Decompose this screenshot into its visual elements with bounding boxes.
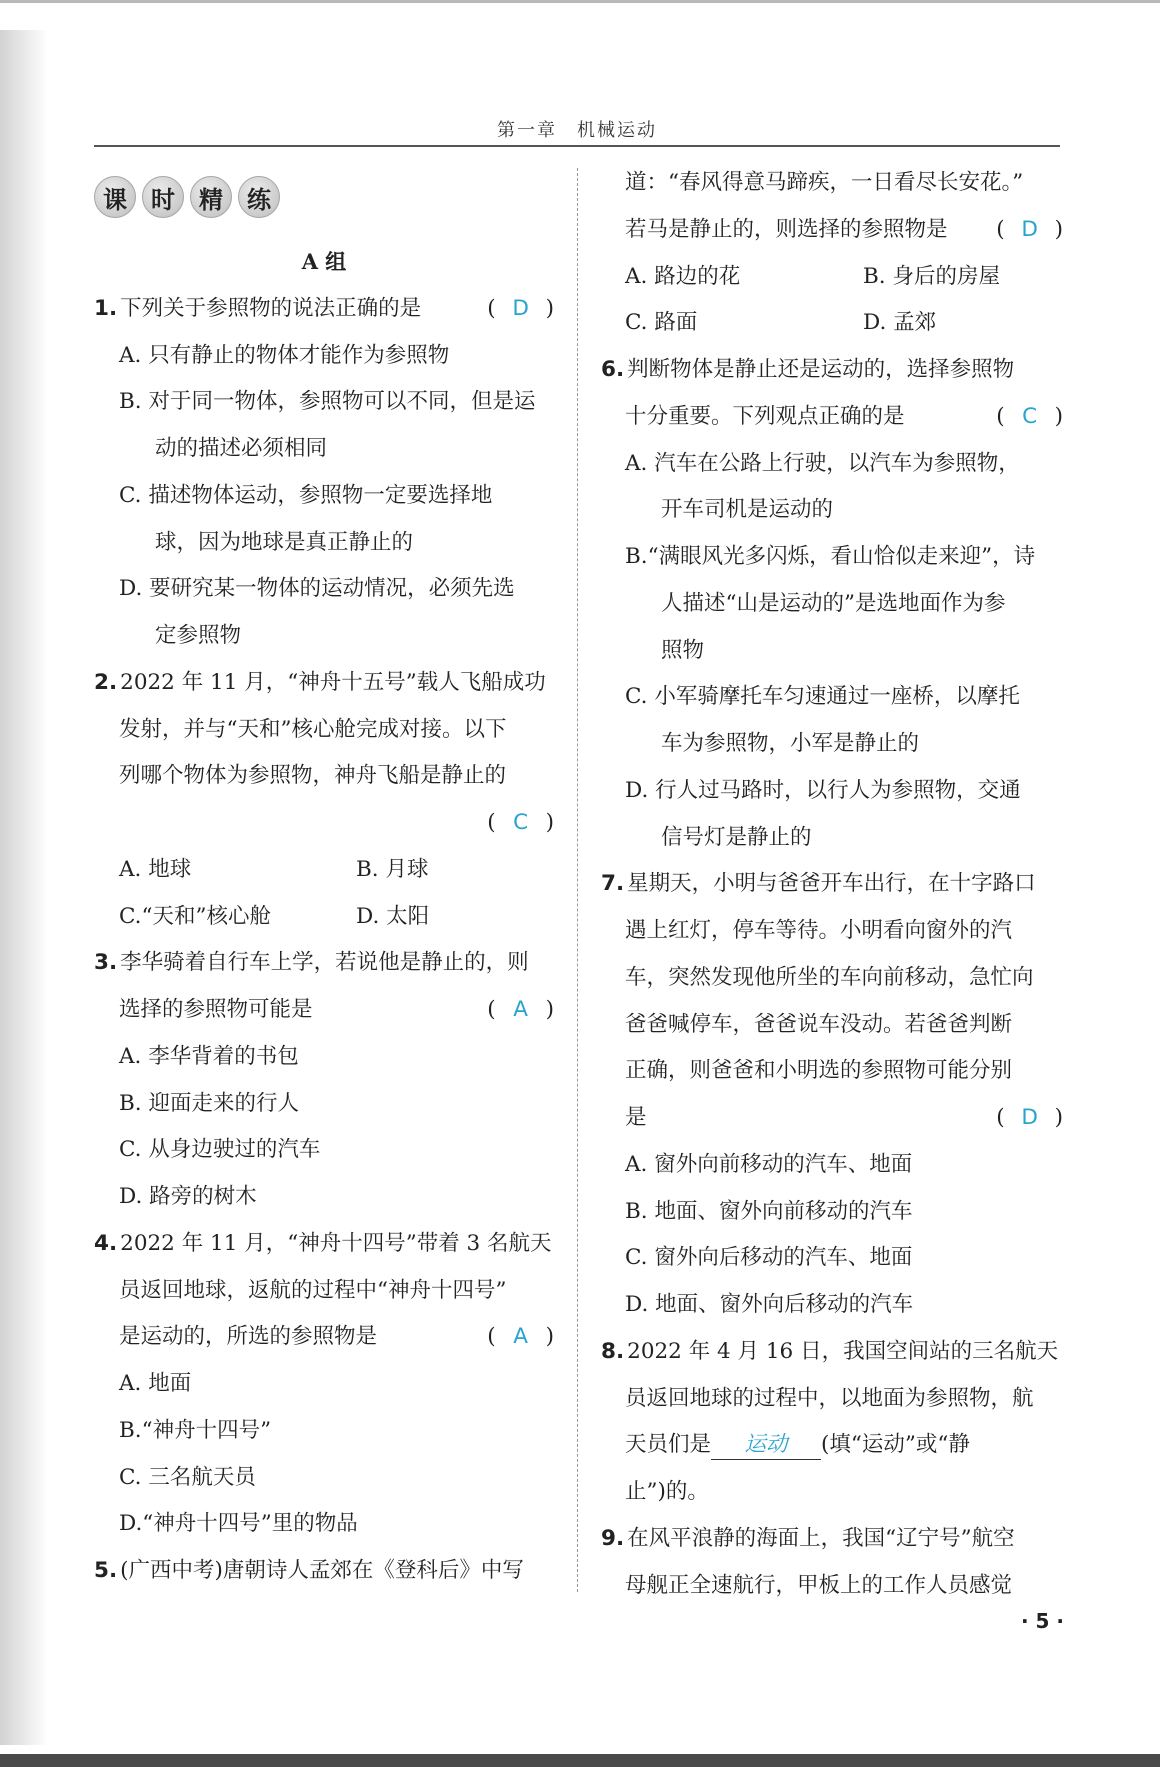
text-line (94, 1034, 554, 1081)
text-line (94, 1455, 554, 1502)
text-line (94, 753, 554, 800)
line-text: A. 汽车在公路上行驶，以汽车为参照物， (625, 450, 1020, 476)
text-line (601, 207, 1063, 254)
text-line (601, 815, 1063, 862)
text-line (94, 520, 554, 567)
line-text: 信号灯是静止的 (661, 824, 812, 850)
answer-choice: C (513, 810, 529, 835)
line-text: 车，突然发现他所坐的车向前移动，急忙向 (625, 964, 1034, 990)
text-line (94, 333, 554, 380)
line-text: 列哪个物体为参照物，神舟飞船是静止的 (119, 763, 507, 789)
option-left: A. 地球 (119, 856, 192, 882)
text-line (94, 987, 554, 1034)
line-text: 母舰正全速航行，甲板上的工作人员感觉 (625, 1572, 1013, 1598)
question-text: 星期天，小明与爸爸开车出行，在十字路口 (627, 871, 1036, 897)
text-line (601, 1563, 1063, 1610)
question-text: 2022 年 11 月，“神舟十五号”载人飞船成功 (120, 669, 546, 695)
text-line (94, 379, 554, 426)
text-line (94, 426, 554, 473)
group-title: A 组 (301, 249, 347, 274)
answer-bracket (996, 207, 1063, 254)
line-text: 是运动的，所选的参照物是 (119, 1324, 378, 1350)
text-line (601, 1142, 1063, 1189)
blank-suffix: (填“运动”或“静 (821, 1432, 970, 1458)
line-text: 止”)的。 (625, 1479, 709, 1504)
answer-bracket (487, 800, 554, 847)
paren-open: ( (996, 403, 1005, 429)
text-line (601, 1002, 1063, 1049)
text-line (94, 707, 554, 754)
line-text: B.“神舟十四号” (119, 1417, 272, 1443)
question-line (94, 940, 554, 987)
line-text: 十分重要。下列观点正确的是 (625, 403, 905, 429)
text-line (601, 768, 1063, 815)
line-text: B.“满眼风光多闪烁，看山恰似走来迎”，诗 (625, 544, 1036, 569)
paren-close: ) (1054, 1105, 1063, 1130)
line-text: C. 描述物体运动，参照物一定要选择地 (119, 482, 493, 508)
line-text: D.“神舟十四号”里的物品 (119, 1511, 358, 1537)
line-text: 遇上红灯，停车等待。小明看向窗外的汽 (625, 918, 1013, 943)
text-line (601, 394, 1063, 441)
answer-bracket (487, 987, 554, 1034)
question-text: 2022 年 4 月 16 日，我国空间站的三名航天 (627, 1338, 1059, 1364)
badge-char: 时 (142, 176, 184, 218)
paren-open: ( (487, 810, 496, 835)
text-line (601, 1235, 1063, 1282)
answer-choice: D (512, 295, 529, 321)
text-line (94, 566, 554, 613)
question-line (94, 286, 554, 333)
question-text: 2022 年 11 月，“神舟十四号”带着 3 名航天 (120, 1230, 552, 1256)
paren-close: ) (545, 997, 554, 1022)
text-line (94, 1174, 554, 1221)
text-line (601, 628, 1063, 675)
line-text: D. 路旁的树木 (119, 1184, 257, 1209)
line-text: 车为参照物，小军是静止的 (661, 731, 920, 756)
line-text: D. 地面、窗外向后移动的汽车 (625, 1292, 914, 1317)
section-badge (94, 176, 280, 218)
answer-bracket (996, 1095, 1063, 1142)
question-number: 7. (601, 871, 625, 897)
line-text: 动的描述必须相同 (155, 436, 328, 461)
answer-choice: A (513, 1324, 528, 1350)
line-text: D. 要研究某一物体的运动情况，必须先选 (119, 576, 515, 602)
question-text: 判断物体是静止还是运动的，选择参照物 (627, 357, 1015, 382)
line-text: 是 (625, 1105, 647, 1130)
answer-choice: D (1021, 1105, 1038, 1130)
line-text: 选择的参照物可能是 (119, 997, 313, 1022)
question-number: 6. (601, 357, 625, 382)
option-right: B. 月球 (356, 856, 429, 882)
line-text: A. 李华背着的书包 (119, 1043, 299, 1069)
text-line (601, 1095, 1063, 1142)
paren-close: ) (545, 1324, 554, 1350)
text-line (94, 1127, 554, 1174)
text-line (601, 1048, 1063, 1095)
line-text: B. 对于同一物体，参照物可以不同，但是运 (119, 389, 536, 415)
line-text: 照物 (661, 637, 705, 663)
text-line (601, 1282, 1063, 1329)
badge-char: 精 (190, 176, 232, 218)
text-line (601, 1189, 1063, 1236)
answer-line (94, 800, 554, 847)
line-text: 人描述“山是运动的”是选地面作为参 (661, 590, 1006, 616)
answer-choice: D (1021, 216, 1038, 242)
text-line (601, 534, 1063, 581)
paren-close: ) (1054, 216, 1063, 242)
question-text: 在风平浪静的海面上，我国“辽宁号”航空 (627, 1525, 1015, 1551)
line-text: C. 窗外向后移动的汽车、地面 (625, 1245, 913, 1271)
paren-close: ) (1054, 403, 1063, 429)
paren-open: ( (996, 1105, 1005, 1130)
text-line (601, 1469, 1063, 1516)
line-text: A. 地面 (119, 1371, 192, 1396)
paren-open: ( (487, 295, 496, 321)
option-right: D. 孟郊 (863, 310, 937, 336)
text-line (94, 1268, 554, 1315)
option-left: C.“天和”核心舱 (119, 903, 272, 929)
badge-char: 课 (94, 176, 136, 218)
text-line (601, 160, 1063, 207)
paren-close: ) (545, 295, 554, 321)
question-number: 3. (94, 950, 118, 976)
question-number: 9. (601, 1525, 625, 1551)
line-text: 开车司机是运动的 (661, 497, 834, 523)
text-line (601, 908, 1063, 955)
paren-open: ( (487, 997, 496, 1022)
text-line (601, 955, 1063, 1002)
option-left: A. 路边的花 (625, 263, 741, 289)
line-text: 爸爸喊停车，爸爸说车没动。若爸爸判断 (625, 1011, 1013, 1037)
line-text: B. 地面、窗外向前移动的汽车 (625, 1198, 913, 1224)
question-line (601, 1516, 1063, 1563)
line-text: C. 小军骑摩托车匀速通过一座桥，以摩托 (625, 684, 1020, 710)
question-number: 1. (94, 295, 118, 321)
option-left: C. 路面 (625, 310, 698, 336)
text-line (601, 1376, 1063, 1423)
fill-blank-line (601, 1422, 1063, 1469)
blank-prefix: 天员们是 (625, 1432, 712, 1458)
question-line (601, 1329, 1063, 1376)
paren-open: ( (487, 1324, 496, 1350)
text-line (94, 1408, 554, 1455)
question-number: 2. (94, 669, 118, 695)
header-rule (94, 145, 1060, 147)
text-line (601, 674, 1063, 721)
line-text: 发射，并与“天和”核心舱完成对接。以下 (119, 716, 507, 742)
page-number: · 5 · (1020, 1609, 1064, 1633)
text-line (94, 1081, 554, 1128)
line-text: C. 三名航天员 (119, 1464, 256, 1490)
question-line (94, 1221, 554, 1268)
option-pair (94, 847, 554, 894)
question-text: 下列关于参照物的说法正确的是 (120, 295, 422, 321)
text-line (94, 613, 554, 660)
question-line (94, 660, 554, 707)
bottom-edge (0, 1754, 1160, 1767)
blank-answer: 运动 (711, 1431, 821, 1460)
text-line (601, 721, 1063, 768)
question-line (601, 347, 1063, 394)
question-number: 8. (601, 1338, 625, 1364)
question-line (94, 1548, 554, 1595)
column-divider (577, 168, 578, 1592)
line-text: A. 只有静止的物体才能作为参照物 (119, 342, 450, 368)
text-line (601, 581, 1063, 628)
question-line (601, 861, 1063, 908)
left-column (94, 239, 554, 1595)
option-pair (94, 894, 554, 941)
question-number: 4. (94, 1230, 118, 1256)
question-text: (广西中考)唐朝诗人孟郊在《登科后》中写 (120, 1558, 524, 1583)
line-text: B. 迎面走来的行人 (119, 1090, 299, 1116)
answer-bracket (996, 394, 1063, 441)
line-text: 道：“春风得意马蹄疾，一日看尽长安花。” (625, 170, 1024, 195)
paren-close: ) (545, 810, 554, 835)
paren-open: ( (996, 216, 1005, 242)
line-text: 员返回地球，返航的过程中“神舟十四号” (119, 1277, 507, 1303)
text-line (94, 473, 554, 520)
line-text: 若马是静止的，则选择的参照物是 (625, 216, 948, 242)
text-line (94, 1314, 554, 1361)
line-text: D. 行人过马路时，以行人为参照物，交通 (625, 777, 1021, 803)
line-text: 球，因为地球是真正静止的 (155, 529, 414, 555)
question-text: 李华骑着自行车上学，若说他是静止的，则 (120, 950, 529, 976)
line-text: A. 窗外向前移动的汽车、地面 (625, 1151, 913, 1177)
option-right: D. 太阳 (356, 903, 430, 929)
answer-bracket (487, 1314, 554, 1361)
text-line (94, 1501, 554, 1548)
text-line (601, 441, 1063, 488)
option-right: B. 身后的房屋 (863, 263, 1000, 289)
line-text: 正确，则爸爸和小明选的参照物可能分别 (625, 1058, 1013, 1084)
text-line (94, 1361, 554, 1408)
answer-choice: C (1022, 403, 1038, 429)
answer-choice: A (513, 997, 528, 1022)
right-column (601, 160, 1063, 1609)
answer-bracket (487, 286, 554, 333)
chapter-header: 第一章 机械运动 (497, 120, 657, 141)
text-line (601, 487, 1063, 534)
line-text: 定参照物 (155, 623, 242, 648)
line-text: 员返回地球的过程中，以地面为参照物，航 (625, 1385, 1034, 1411)
option-pair (601, 300, 1063, 347)
line-text: C. 从身边驶过的汽车 (119, 1137, 321, 1163)
option-pair (601, 254, 1063, 301)
question-number: 5. (94, 1558, 118, 1583)
badge-char: 练 (238, 176, 280, 218)
